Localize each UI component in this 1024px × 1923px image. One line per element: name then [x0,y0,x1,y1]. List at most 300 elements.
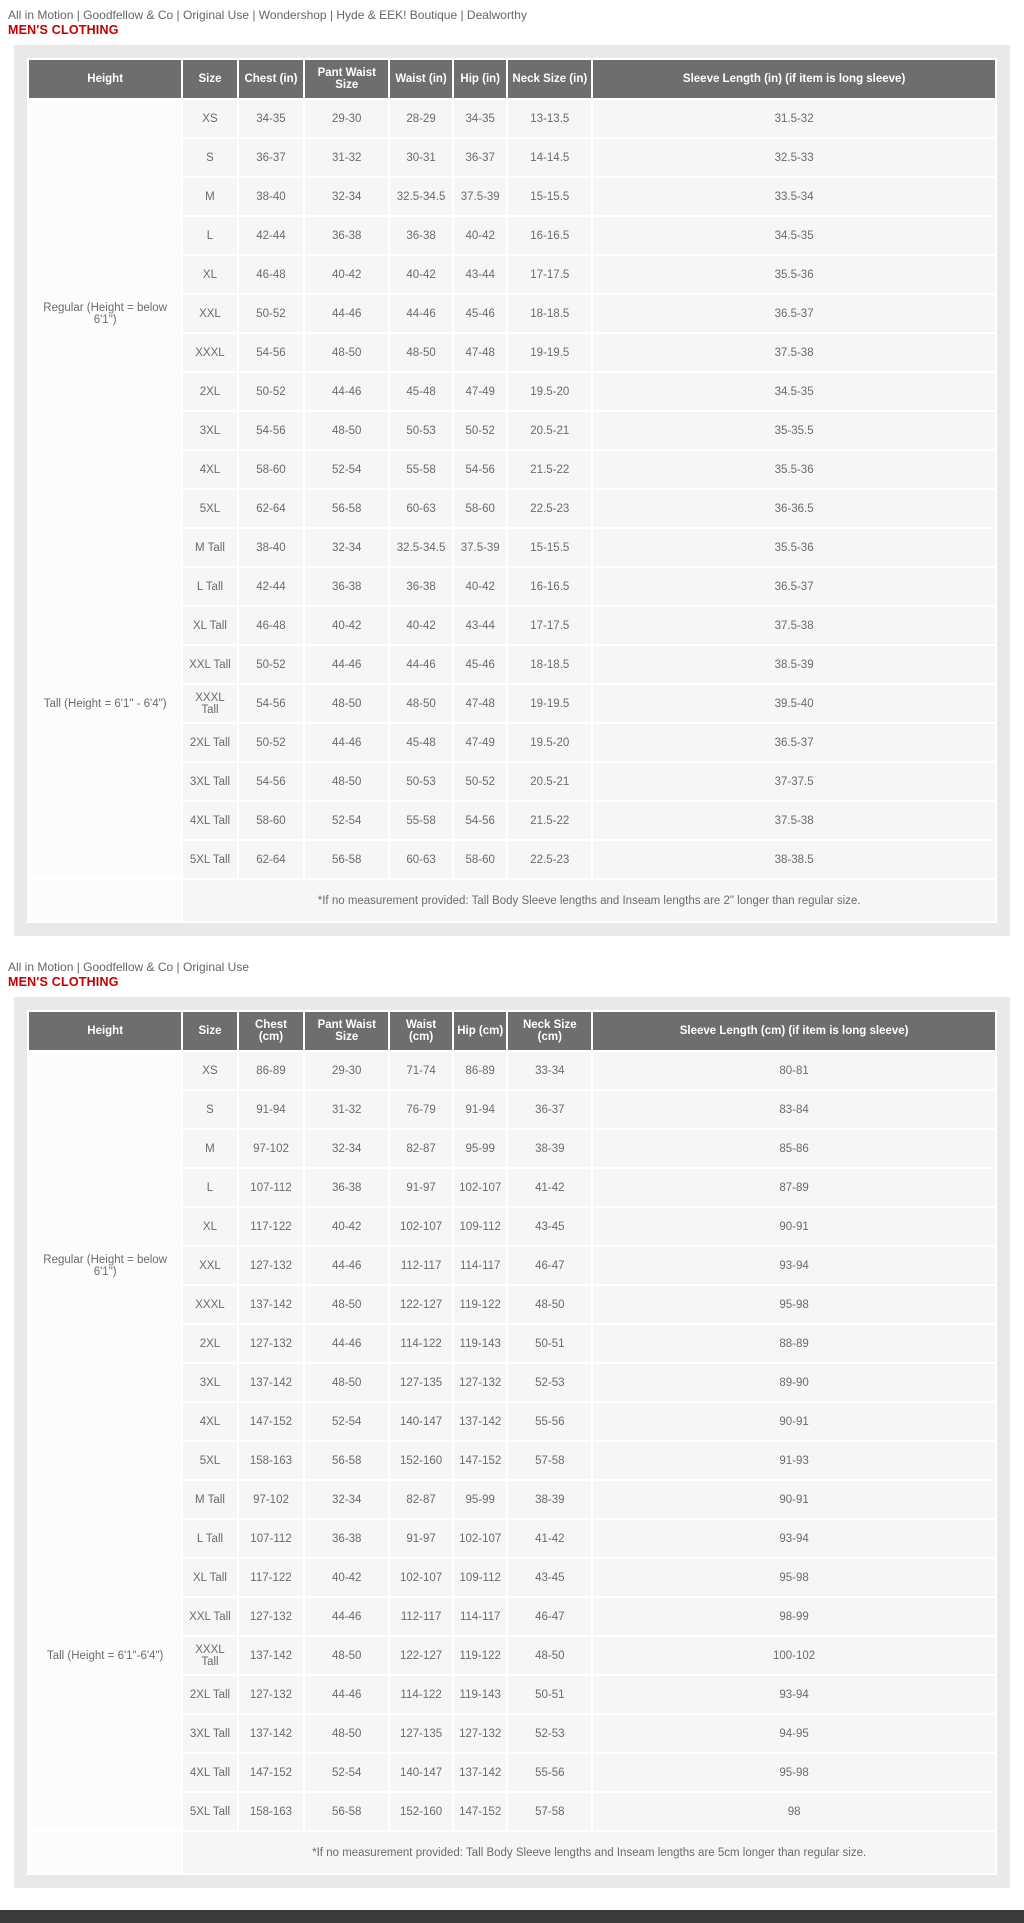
measurement-cell: 21.5-22 [508,451,591,488]
measurement-cell: 32-34 [305,529,388,566]
measurement-cell: 54-56 [454,451,506,488]
measurement-cell: 119-122 [454,1637,506,1674]
measurement-cell: 95-98 [593,1754,995,1791]
measurement-cell: 43-44 [454,256,506,293]
measurement-cell: 91-94 [239,1091,304,1128]
size-cell: S [183,1091,236,1128]
size-cell: M Tall [183,1481,236,1518]
measurement-cell: 22.5-23 [508,490,591,527]
size-cell: 3XL [183,1364,236,1401]
inches-size-chart-table [27,58,997,923]
measurement-cell: 94-95 [593,1715,995,1752]
measurement-cell: 40-42 [305,1559,388,1596]
measurement-cell: 46-48 [239,256,304,293]
measurement-cell: 55-58 [390,802,452,839]
measurement-cell: 45-48 [390,724,452,761]
table-row [29,529,995,566]
measurement-cell: 48-50 [305,763,388,800]
measurement-cell: 44-46 [305,1598,388,1635]
measurement-cell: 93-94 [593,1247,995,1284]
size-cell: L [183,1169,236,1206]
measurement-cell: 38.5-39 [593,646,995,683]
measurement-cell: 50-51 [508,1676,591,1713]
size-cell: 3XL [183,412,236,449]
centimeters-size-chart-table [27,1010,997,1875]
size-cell: 4XL Tall [183,1754,236,1791]
footnote-row [29,1832,995,1873]
footnote-cell: *If no measurement provided: Tall Body Sleeve lengths and Inseam lengths are 2" longer than regular size. [183,880,995,921]
measurement-cell: 55-56 [508,1754,591,1791]
size-cell: M [183,178,236,215]
category-title: MEN'S CLOTHING [8,23,119,37]
measurement-cell: 48-50 [508,1637,591,1674]
measurement-cell: 18-18.5 [508,646,591,683]
measurement-cell: 52-53 [508,1364,591,1401]
bottom-footer-bar [0,1910,1024,1923]
size-chart-page [0,8,1024,1923]
centimeters-section [0,960,1024,1888]
measurement-cell: 33-34 [508,1052,591,1089]
measurement-cell: 97-102 [239,1481,304,1518]
measurement-cell: 97-102 [239,1130,304,1167]
size-cell: XL Tall [183,1559,236,1596]
measurement-cell: 36-38 [390,217,452,254]
measurement-cell: 15-15.5 [508,529,591,566]
size-cell: 4XL Tall [183,802,236,839]
measurement-cell: 114-117 [454,1598,506,1635]
measurement-cell: 107-112 [239,1520,304,1557]
measurement-cell: 34.5-35 [593,373,995,410]
footnote-row [29,880,995,921]
category-title: MEN'S CLOTHING [8,975,119,989]
measurement-cell: 19-19.5 [508,685,591,722]
measurement-cell: 20.5-21 [508,763,591,800]
column-header: Chest (in) [239,60,304,98]
measurement-cell: 91-97 [390,1520,452,1557]
measurement-cell: 117-122 [239,1559,304,1596]
size-cell: L Tall [183,568,236,605]
measurement-cell: 62-64 [239,490,304,527]
size-cell: XXXL Tall [183,1637,236,1674]
measurement-cell: 109-112 [454,1208,506,1245]
measurement-cell: 140-147 [390,1754,452,1791]
size-cell: S [183,139,236,176]
measurement-cell: 80-81 [593,1052,995,1089]
measurement-cell: 52-54 [305,1403,388,1440]
measurement-cell: 82-87 [390,1130,452,1167]
footnote-spacer-cell [29,880,181,921]
measurement-cell: 38-40 [239,529,304,566]
size-cell: L Tall [183,1520,236,1557]
column-header: Height [29,1012,181,1050]
measurement-cell: 95-99 [454,1481,506,1518]
measurement-cell: 36-38 [390,568,452,605]
measurement-cell: 40-42 [305,1208,388,1245]
measurement-cell: 86-89 [454,1052,506,1089]
centimeters-table-container [14,997,1010,1888]
measurement-cell: 37.5-39 [454,178,506,215]
measurement-cell: 54-56 [239,763,304,800]
measurement-cell: 36.5-37 [593,295,995,332]
measurement-cell: 127-132 [239,1598,304,1635]
measurement-cell: 21.5-22 [508,802,591,839]
measurement-cell: 36-38 [305,568,388,605]
measurement-cell: 34-35 [239,100,304,137]
measurement-cell: 50-52 [239,724,304,761]
measurement-cell: 32.5-34.5 [390,529,452,566]
measurement-cell: 114-122 [390,1325,452,1362]
measurement-cell: 71-74 [390,1052,452,1089]
measurement-cell: 28-29 [390,100,452,137]
size-cell: 5XL Tall [183,841,236,878]
measurement-cell: 60-63 [390,841,452,878]
measurement-cell: 119-143 [454,1325,506,1362]
measurement-cell: 42-44 [239,217,304,254]
measurement-cell: 127-135 [390,1364,452,1401]
column-header: Sleeve Length (cm) (if item is long sleeve) [593,1012,995,1050]
column-header: Neck Size (in) [508,60,591,98]
column-header: Height [29,60,181,98]
size-cell: XXL Tall [183,646,236,683]
measurement-cell: 17-17.5 [508,607,591,644]
measurement-cell: 114-122 [390,1676,452,1713]
measurement-cell: 36-37 [454,139,506,176]
size-cell: XXXL Tall [183,685,236,722]
measurement-cell: 152-160 [390,1442,452,1479]
measurement-cell: 36-36.5 [593,490,995,527]
measurement-cell: 147-152 [454,1442,506,1479]
column-header: Size [183,60,236,98]
column-header: Waist (in) [390,60,452,98]
measurement-cell: 29-30 [305,100,388,137]
brand-list: All in Motion | Goodfellow & Co | Original Use | Wondershop | Hyde & EEK! Boutique | Dealworthy [8,8,527,22]
measurement-cell: 20.5-21 [508,412,591,449]
measurement-cell: 44-46 [305,1325,388,1362]
measurement-cell: 91-93 [593,1442,995,1479]
measurement-cell: 90-91 [593,1403,995,1440]
measurement-cell: 48-50 [305,334,388,371]
size-cell: 5XL Tall [183,1793,236,1830]
measurement-cell: 50-53 [390,412,452,449]
measurement-cell: 112-117 [390,1247,452,1284]
measurement-cell: 36-37 [239,139,304,176]
measurement-cell: 95-99 [454,1130,506,1167]
measurement-cell: 100-102 [593,1637,995,1674]
size-cell: XL Tall [183,607,236,644]
size-cell: XXL [183,1247,236,1284]
measurement-cell: 127-132 [454,1715,506,1752]
measurement-cell: 44-46 [305,295,388,332]
measurement-cell: 37.5-38 [593,607,995,644]
measurement-cell: 76-79 [390,1091,452,1128]
measurement-cell: 137-142 [239,1286,304,1323]
measurement-cell: 102-107 [390,1208,452,1245]
measurement-cell: 42-44 [239,568,304,605]
height-group-label: Tall (Height = 6'1"-6'4") [29,1481,181,1830]
measurement-cell: 56-58 [305,490,388,527]
measurement-cell: 98-99 [593,1598,995,1635]
measurement-cell: 45-48 [390,373,452,410]
header-row [29,1012,995,1050]
measurement-cell: 127-132 [239,1247,304,1284]
measurement-cell: 43-45 [508,1559,591,1596]
measurement-cell: 32-34 [305,178,388,215]
measurement-cell: 55-58 [390,451,452,488]
measurement-cell: 112-117 [390,1598,452,1635]
size-cell: 5XL [183,490,236,527]
measurement-cell: 52-54 [305,802,388,839]
measurement-cell: 50-52 [454,763,506,800]
measurement-cell: 46-48 [239,607,304,644]
height-group-label: Regular (Height = below 6'1") [29,1052,181,1479]
measurement-cell: 93-94 [593,1676,995,1713]
measurement-cell: 58-60 [239,451,304,488]
measurement-cell: 137-142 [239,1364,304,1401]
measurement-cell: 35.5-36 [593,529,995,566]
measurement-cell: 50-52 [239,646,304,683]
measurement-cell: 34-35 [454,100,506,137]
measurement-cell: 35-35.5 [593,412,995,449]
measurement-cell: 137-142 [239,1637,304,1674]
measurement-cell: 44-46 [305,1247,388,1284]
measurement-cell: 40-42 [305,256,388,293]
measurement-cell: 44-46 [305,646,388,683]
measurement-cell: 85-86 [593,1130,995,1167]
measurement-cell: 36-37 [508,1091,591,1128]
size-cell: 2XL Tall [183,1676,236,1713]
measurement-cell: 50-53 [390,763,452,800]
measurement-cell: 48-50 [508,1286,591,1323]
measurement-cell: 127-135 [390,1715,452,1752]
measurement-cell: 109-112 [454,1559,506,1596]
measurement-cell: 37.5-38 [593,802,995,839]
size-cell: XS [183,100,236,137]
measurement-cell: 48-50 [305,685,388,722]
column-header: Pant Waist Size [305,60,388,98]
measurement-cell: 102-107 [390,1559,452,1596]
height-group-label: Tall (Height = 6'1" - 6'4") [29,529,181,878]
measurement-cell: 22.5-23 [508,841,591,878]
measurement-cell: 37-37.5 [593,763,995,800]
measurement-cell: 119-122 [454,1286,506,1323]
measurement-cell: 47-48 [454,685,506,722]
measurement-cell: 46-47 [508,1247,591,1284]
column-header: Pant Waist Size [305,1012,388,1050]
measurement-cell: 31-32 [305,1091,388,1128]
measurement-cell: 52-53 [508,1715,591,1752]
measurement-cell: 41-42 [508,1169,591,1206]
measurement-cell: 15-15.5 [508,178,591,215]
measurement-cell: 48-50 [305,1364,388,1401]
measurement-cell: 31.5-32 [593,100,995,137]
measurement-cell: 117-122 [239,1208,304,1245]
measurement-cell: 19.5-20 [508,724,591,761]
measurement-cell: 31-32 [305,139,388,176]
measurement-cell: 19-19.5 [508,334,591,371]
footnote-cell: *If no measurement provided: Tall Body Sleeve lengths and Inseam lengths are 5cm longer than regular size. [183,1832,995,1873]
size-cell: XXXL [183,334,236,371]
measurement-cell: 56-58 [305,841,388,878]
column-header: Sleeve Length (in) (if item is long sleeve) [593,60,995,98]
measurement-cell: 37.5-38 [593,334,995,371]
size-cell: 5XL [183,1442,236,1479]
measurement-cell: 38-40 [239,178,304,215]
measurement-cell: 36-38 [305,217,388,254]
measurement-cell: 46-47 [508,1598,591,1635]
measurement-cell: 40-42 [305,607,388,644]
measurement-cell: 54-56 [239,685,304,722]
column-header: Neck Size (cm) [508,1012,591,1050]
measurement-cell: 127-132 [454,1364,506,1401]
measurement-cell: 47-49 [454,373,506,410]
measurement-cell: 35.5-36 [593,451,995,488]
measurement-cell: 44-46 [390,295,452,332]
measurement-cell: 89-90 [593,1364,995,1401]
column-header: Waist (cm) [390,1012,452,1050]
measurement-cell: 52-54 [305,1754,388,1791]
measurement-cell: 88-89 [593,1325,995,1362]
size-cell: L [183,217,236,254]
column-header: Chest (cm) [239,1012,304,1050]
measurement-cell: 44-46 [305,373,388,410]
measurement-cell: 48-50 [305,1286,388,1323]
size-cell: 4XL [183,451,236,488]
measurement-cell: 43-44 [454,607,506,644]
measurement-cell: 32.5-34.5 [390,178,452,215]
measurement-cell: 152-160 [390,1793,452,1830]
measurement-cell: 40-42 [390,607,452,644]
measurement-cell: 50-52 [239,295,304,332]
measurement-cell: 147-152 [239,1754,304,1791]
measurement-cell: 158-163 [239,1442,304,1479]
measurement-cell: 90-91 [593,1208,995,1245]
measurement-cell: 38-38.5 [593,841,995,878]
size-cell: XXXL [183,1286,236,1323]
size-cell: 2XL [183,373,236,410]
measurement-cell: 32-34 [305,1481,388,1518]
measurement-cell: 127-132 [239,1325,304,1362]
measurement-cell: 36-38 [305,1169,388,1206]
measurement-cell: 91-94 [454,1091,506,1128]
size-cell: M [183,1130,236,1167]
measurement-cell: 43-45 [508,1208,591,1245]
measurement-cell: 52-54 [305,451,388,488]
measurement-cell: 45-46 [454,646,506,683]
measurement-cell: 56-58 [305,1793,388,1830]
measurement-cell: 102-107 [454,1520,506,1557]
measurement-cell: 102-107 [454,1169,506,1206]
measurement-cell: 95-98 [593,1559,995,1596]
table-row [29,100,995,137]
measurement-cell: 57-58 [508,1793,591,1830]
measurement-cell: 54-56 [239,334,304,371]
inches-table-container [14,45,1010,936]
measurement-cell: 90-91 [593,1481,995,1518]
measurement-cell: 18-18.5 [508,295,591,332]
size-cell: XL [183,1208,236,1245]
measurement-cell: 19.5-20 [508,373,591,410]
measurement-cell: 48-50 [390,334,452,371]
measurement-cell: 58-60 [239,802,304,839]
height-group-label: Regular (Height = below 6'1") [29,100,181,527]
measurement-cell: 50-51 [508,1325,591,1362]
measurement-cell: 60-63 [390,490,452,527]
size-cell: 2XL Tall [183,724,236,761]
measurement-cell: 38-39 [508,1481,591,1518]
measurement-cell: 30-31 [390,139,452,176]
measurement-cell: 32.5-33 [593,139,995,176]
measurement-cell: 41-42 [508,1520,591,1557]
measurement-cell: 158-163 [239,1793,304,1830]
measurement-cell: 44-46 [390,646,452,683]
measurement-cell: 39.5-40 [593,685,995,722]
measurement-cell: 17-17.5 [508,256,591,293]
measurement-cell: 48-50 [305,1715,388,1752]
measurement-cell: 122-127 [390,1286,452,1323]
measurement-cell: 137-142 [239,1715,304,1752]
measurement-cell: 36-38 [305,1520,388,1557]
column-header: Hip (cm) [454,1012,506,1050]
measurement-cell: 32-34 [305,1130,388,1167]
measurement-cell: 38-39 [508,1130,591,1167]
measurement-cell: 54-56 [454,802,506,839]
measurement-cell: 55-56 [508,1403,591,1440]
column-header: Size [183,1012,236,1050]
measurement-cell: 47-48 [454,334,506,371]
size-cell: XXL Tall [183,1598,236,1635]
footnote-spacer-cell [29,1832,181,1873]
measurement-cell: 50-52 [239,373,304,410]
measurement-cell: 50-52 [454,412,506,449]
measurement-cell: 48-50 [305,1637,388,1674]
measurement-cell: 62-64 [239,841,304,878]
column-header: Hip (in) [454,60,506,98]
measurement-cell: 147-152 [239,1403,304,1440]
header-row [29,60,995,98]
measurement-cell: 40-42 [454,217,506,254]
measurement-cell: 57-58 [508,1442,591,1479]
measurement-cell: 91-97 [390,1169,452,1206]
measurement-cell: 47-49 [454,724,506,761]
size-cell: 3XL Tall [183,1715,236,1752]
size-cell: XL [183,256,236,293]
measurement-cell: 16-16.5 [508,568,591,605]
size-cell: 2XL [183,1325,236,1362]
size-cell: XXL [183,295,236,332]
measurement-cell: 34.5-35 [593,217,995,254]
measurement-cell: 93-94 [593,1520,995,1557]
measurement-cell: 29-30 [305,1052,388,1089]
measurement-cell: 44-46 [305,724,388,761]
measurement-cell: 45-46 [454,295,506,332]
measurement-cell: 82-87 [390,1481,452,1518]
measurement-cell: 16-16.5 [508,217,591,254]
measurement-cell: 33.5-34 [593,178,995,215]
size-cell: 3XL Tall [183,763,236,800]
measurement-cell: 119-143 [454,1676,506,1713]
measurement-cell: 14-14.5 [508,139,591,176]
brand-list: All in Motion | Goodfellow & Co | Original Use [8,960,250,974]
measurement-cell: 137-142 [454,1754,506,1791]
measurement-cell: 137-142 [454,1403,506,1440]
measurement-cell: 48-50 [390,685,452,722]
measurement-cell: 83-84 [593,1091,995,1128]
inches-section [0,8,1024,936]
measurement-cell: 37.5-39 [454,529,506,566]
measurement-cell: 122-127 [390,1637,452,1674]
measurement-cell: 58-60 [454,490,506,527]
measurement-cell: 48-50 [305,412,388,449]
